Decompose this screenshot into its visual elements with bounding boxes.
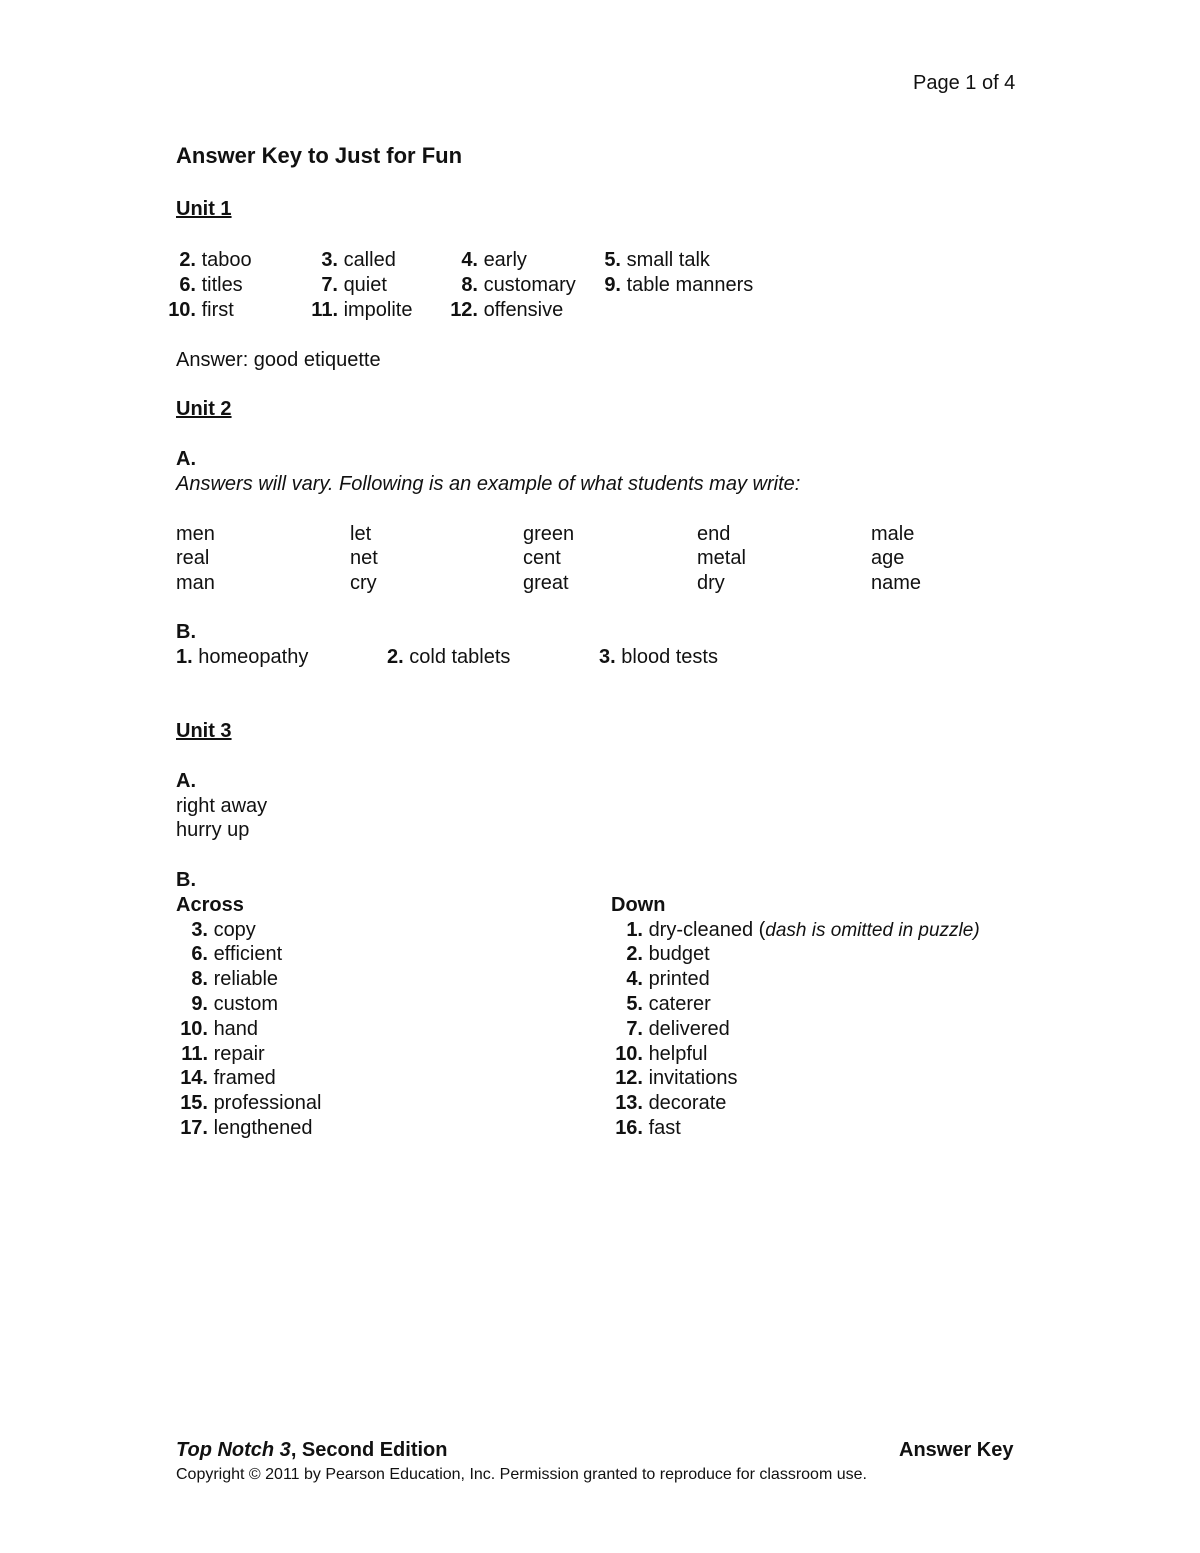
unit2-word: name bbox=[871, 572, 922, 594]
unit2-heading: Unit 2 bbox=[176, 398, 232, 420]
across-answer-number: 6. bbox=[191, 943, 208, 965]
across-answer-word: repair bbox=[213, 1043, 265, 1065]
unit2-word: let bbox=[350, 523, 372, 545]
across-answer-number: 17. bbox=[180, 1117, 208, 1139]
across-answer bbox=[176, 1042, 265, 1066]
down-answer bbox=[611, 918, 980, 943]
unit2-part-b-word: blood tests bbox=[621, 646, 718, 668]
across-answer bbox=[176, 992, 278, 1016]
unit1-answer-item-number: 8. bbox=[461, 274, 478, 296]
footer-book-title bbox=[176, 1438, 447, 1462]
footer-copyright: Copyright © 2011 by Pearson Education, Inc. Permission granted to reproduce for classroom use. bbox=[176, 1466, 867, 1483]
unit1-answer-item bbox=[164, 273, 243, 297]
across-answer bbox=[176, 1066, 276, 1090]
down-answer-number: 13. bbox=[615, 1092, 643, 1114]
down-answer bbox=[611, 967, 710, 991]
across-answer-word: hand bbox=[213, 1018, 259, 1040]
down-answer-word: helpful bbox=[648, 1043, 708, 1065]
unit2-word: men bbox=[176, 523, 215, 545]
unit2-word: age bbox=[871, 547, 905, 569]
unit1-answer-item-number: 7. bbox=[321, 274, 338, 296]
unit1-answer-item-word: impolite bbox=[343, 299, 413, 321]
down-answer bbox=[611, 1066, 738, 1090]
across-heading: Across bbox=[176, 894, 244, 916]
unit1-answer-item bbox=[589, 248, 710, 272]
unit2-word: green bbox=[523, 523, 575, 545]
unit2-part-a-note: Answers will vary. Following is an example of what students may write: bbox=[176, 473, 801, 495]
unit1-answer-item-number: 10. bbox=[168, 299, 196, 321]
down-answer-number: 16. bbox=[615, 1117, 643, 1139]
across-answer-number: 11. bbox=[181, 1043, 208, 1065]
unit3-part-a-label: A. bbox=[176, 770, 196, 792]
unit3-part-b-label: B. bbox=[176, 869, 196, 891]
across-answer-number: 8. bbox=[191, 968, 208, 990]
footer-book-name: Top Notch 3 bbox=[176, 1439, 291, 1461]
unit1-answer-item-word: taboo bbox=[201, 249, 252, 271]
unit1-answer-item-number: 3. bbox=[321, 249, 338, 271]
unit1-answer-item bbox=[446, 298, 563, 322]
unit1-answer-item-word: table manners bbox=[626, 274, 754, 296]
unit1-answer-item-number: 11. bbox=[311, 299, 338, 321]
unit1-answer-item bbox=[446, 273, 576, 297]
unit1-answer-item-number: 5. bbox=[604, 249, 621, 271]
unit2-word: great bbox=[523, 572, 569, 594]
down-answer-number: 12. bbox=[615, 1067, 643, 1089]
across-answer bbox=[176, 1017, 258, 1041]
unit2-part-b-number: 2. bbox=[387, 646, 404, 668]
unit1-heading: Unit 1 bbox=[176, 198, 232, 220]
unit1-answer-item bbox=[306, 298, 412, 322]
down-answer-number: 7. bbox=[626, 1018, 643, 1040]
unit1-answer-item-word: early bbox=[483, 249, 527, 271]
across-answer-number: 15. bbox=[180, 1092, 208, 1114]
unit1-answer-item-word: called bbox=[343, 249, 396, 271]
unit1-answer-item-number: 6. bbox=[179, 274, 196, 296]
across-answer-number: 9. bbox=[191, 993, 208, 1015]
unit1-answer-item bbox=[164, 298, 234, 322]
down-answer bbox=[611, 992, 711, 1016]
down-answer bbox=[611, 1017, 730, 1041]
unit1-answer: Answer: good etiquette bbox=[176, 349, 381, 371]
unit1-answer-item-word: small talk bbox=[626, 249, 710, 271]
unit1-answer-item-number: 2. bbox=[179, 249, 196, 271]
unit3-part-a-item: right away bbox=[176, 795, 268, 817]
footer-edition: , Second Edition bbox=[290, 1439, 448, 1461]
unit2-part-b-number: 1. bbox=[176, 646, 193, 668]
down-answer-word: printed bbox=[648, 968, 710, 990]
across-answer-word: professional bbox=[213, 1092, 322, 1114]
down-heading: Down bbox=[611, 894, 666, 916]
across-answer-word: framed bbox=[213, 1067, 276, 1089]
across-answer-word: lengthened bbox=[213, 1117, 313, 1139]
down-answer bbox=[611, 942, 710, 966]
down-answer-word: fast bbox=[648, 1117, 681, 1139]
down-answer-word: delivered bbox=[648, 1018, 730, 1040]
down-answer-number: 1. bbox=[626, 919, 643, 941]
page-number: Page 1 of 4 bbox=[913, 72, 1016, 94]
down-answer-note: dash is omitted in puzzle) bbox=[765, 920, 980, 941]
across-answer-word: efficient bbox=[213, 943, 283, 965]
unit1-answer-item-word: quiet bbox=[343, 274, 387, 296]
unit1-answer-item bbox=[164, 248, 252, 272]
unit2-word: male bbox=[871, 523, 915, 545]
down-answer-word: caterer bbox=[648, 993, 711, 1015]
unit1-answer-item-word: first bbox=[201, 299, 234, 321]
across-answer-word: custom bbox=[213, 993, 279, 1015]
down-answer-number: 4. bbox=[626, 968, 643, 990]
across-answer-number: 14. bbox=[180, 1067, 208, 1089]
down-answer-word: dry-cleaned ( bbox=[648, 919, 766, 941]
unit1-answer-item bbox=[446, 248, 527, 272]
unit1-answer-item-number: 4. bbox=[461, 249, 478, 271]
unit2-part-b-label: B. bbox=[176, 621, 196, 643]
across-answer-number: 10. bbox=[180, 1018, 208, 1040]
unit2-word: dry bbox=[697, 572, 725, 594]
down-answer-number: 5. bbox=[626, 993, 643, 1015]
unit1-answer-item-word: titles bbox=[201, 274, 243, 296]
unit1-answer-item bbox=[306, 248, 396, 272]
down-answer-word: invitations bbox=[648, 1067, 738, 1089]
unit2-word: cry bbox=[350, 572, 377, 594]
unit2-word: metal bbox=[697, 547, 746, 569]
across-answer-word: reliable bbox=[213, 968, 279, 990]
unit2-part-a-label: A. bbox=[176, 448, 196, 470]
unit1-answer-item-word: offensive bbox=[483, 299, 564, 321]
unit1-answer-item-word: customary bbox=[483, 274, 576, 296]
unit2-word: real bbox=[176, 547, 210, 569]
unit2-part-b-word: cold tablets bbox=[409, 646, 511, 668]
down-answer bbox=[611, 1091, 726, 1115]
down-answer-word: budget bbox=[648, 943, 710, 965]
across-answer bbox=[176, 1091, 321, 1115]
unit2-part-b-item bbox=[599, 645, 718, 669]
unit1-answer-item-number: 9. bbox=[604, 274, 621, 296]
unit2-part-b-number: 3. bbox=[599, 646, 616, 668]
across-answer bbox=[176, 942, 282, 966]
unit2-part-b-item bbox=[176, 645, 308, 669]
across-answer bbox=[176, 1116, 313, 1140]
down-answer bbox=[611, 1042, 708, 1066]
down-answer-word: decorate bbox=[648, 1092, 727, 1114]
across-answer bbox=[176, 918, 256, 942]
unit2-part-b-item bbox=[387, 645, 510, 669]
page-title: Answer Key to Just for Fun bbox=[176, 143, 463, 168]
across-answer-number: 3. bbox=[191, 919, 208, 941]
across-answer-word: copy bbox=[213, 919, 256, 941]
down-answer-number: 2. bbox=[626, 943, 643, 965]
unit2-word: end bbox=[697, 523, 731, 545]
unit2-word: cent bbox=[523, 547, 561, 569]
footer-answer-key-label: Answer Key bbox=[899, 1439, 1014, 1461]
down-answer-number: 10. bbox=[615, 1043, 643, 1065]
unit3-heading: Unit 3 bbox=[176, 720, 232, 742]
unit1-answer-item-number: 12. bbox=[450, 299, 478, 321]
unit2-part-b-word: homeopathy bbox=[198, 646, 309, 668]
down-answer bbox=[611, 1116, 681, 1140]
unit1-answer-item bbox=[306, 273, 387, 297]
unit2-word: net bbox=[350, 547, 378, 569]
unit2-word: man bbox=[176, 572, 215, 594]
unit3-part-a-item: hurry up bbox=[176, 819, 250, 841]
unit1-answer-item bbox=[589, 273, 753, 297]
across-answer bbox=[176, 967, 278, 991]
